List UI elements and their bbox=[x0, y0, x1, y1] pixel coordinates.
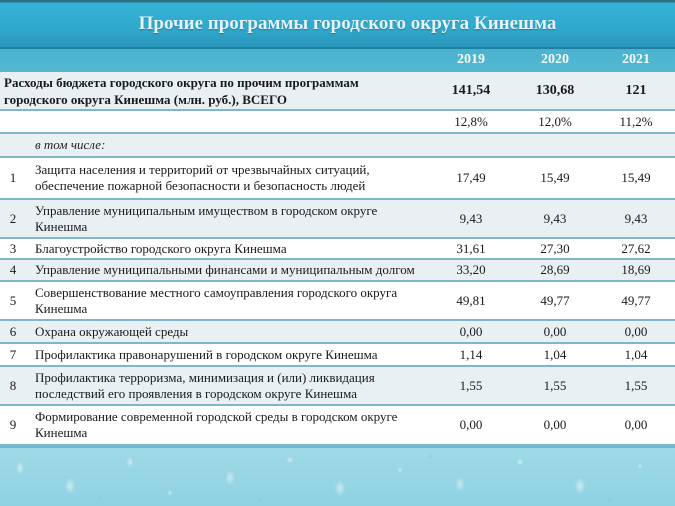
value-2020: 0,00 bbox=[543, 417, 567, 432]
total-label: Расходы бюджета городского округа по прочим программам городского округа Кинешма (млн. руб.), ВСЕГО bbox=[4, 74, 359, 107]
table-row bbox=[0, 200, 675, 239]
value-2021: 0,00 bbox=[624, 323, 648, 339]
value-2021: 18,69 bbox=[621, 262, 651, 277]
row-number: 3 bbox=[9, 240, 17, 256]
value-2020: 49,77 bbox=[540, 292, 570, 308]
value-2020: 0,00 bbox=[543, 323, 567, 339]
row-label: Профилактика терроризма, минимизация и (или) ликвидация последствий его проявления в городском округе Кинешма bbox=[35, 369, 375, 401]
row-label: Профилактика правонарушений в городском округе Кинешма bbox=[35, 346, 378, 362]
value-2020: 27,30 bbox=[540, 240, 570, 256]
table-row bbox=[0, 406, 675, 446]
row-number: 8 bbox=[9, 377, 17, 393]
row-number: 4 bbox=[9, 262, 17, 277]
row-number: 6 bbox=[9, 323, 17, 339]
including-row bbox=[0, 134, 675, 158]
value-2019: 17,49 bbox=[456, 170, 486, 185]
value-2019: 31,61 bbox=[456, 240, 486, 256]
value-2019: 33,20 bbox=[456, 262, 486, 277]
row-label: Управление муниципальными финансами и муниципальным долгом bbox=[35, 262, 415, 277]
value-2019: 9,43 bbox=[459, 210, 483, 226]
value-2019: 49,81 bbox=[456, 292, 486, 308]
value-2020: 28,69 bbox=[540, 262, 570, 277]
value-2019: 0,00 bbox=[459, 323, 483, 339]
including-label: в том числе: bbox=[35, 137, 106, 152]
column-header-2021: 2021 bbox=[622, 52, 650, 67]
value-2020: 15,49 bbox=[540, 170, 570, 185]
total-row bbox=[0, 72, 675, 111]
table-row bbox=[0, 239, 675, 260]
value-2021: 9,43 bbox=[624, 210, 648, 226]
water-drops-background bbox=[0, 446, 675, 506]
total-2019: 141,54 bbox=[451, 82, 491, 98]
page-title: Прочие программы городского округа Кинешма bbox=[138, 12, 557, 34]
value-2019: 1,14 bbox=[459, 346, 483, 362]
value-2021: 49,77 bbox=[621, 292, 651, 308]
row-label: Совершенствование местного самоуправления городского округа Кинешма bbox=[35, 284, 398, 316]
value-2021: 15,49 bbox=[621, 170, 651, 185]
row-number: 1 bbox=[9, 170, 17, 185]
column-header-2020: 2020 bbox=[541, 52, 569, 67]
value-2019: 1,55 bbox=[459, 377, 483, 393]
row-label: Защита населения и территорий от чрезвычайных ситуаций, обеспечение пожарной безопасности и безопасность людей bbox=[35, 162, 370, 193]
value-2019: 0,00 bbox=[459, 417, 483, 432]
value-2021: 1,04 bbox=[624, 346, 648, 362]
value-2020: 1,55 bbox=[543, 377, 567, 393]
row-label: Управление муниципальным имуществом в городском округе Кинешма bbox=[35, 202, 378, 234]
share-row bbox=[0, 111, 675, 134]
title-band bbox=[0, 0, 675, 49]
row-number: 9 bbox=[9, 417, 17, 432]
value-2021: 1,55 bbox=[624, 377, 648, 393]
share-2021: 11,2% bbox=[619, 113, 653, 129]
total-2021: 121 bbox=[625, 82, 647, 98]
value-2020: 9,43 bbox=[543, 210, 567, 226]
table-row bbox=[0, 367, 675, 406]
row-number: 5 bbox=[9, 292, 17, 308]
table-row bbox=[0, 321, 675, 344]
row-number: 2 bbox=[9, 210, 17, 226]
value-2021: 0,00 bbox=[624, 417, 648, 432]
value-2021: 27,62 bbox=[621, 240, 651, 256]
total-2020: 130,68 bbox=[535, 82, 575, 98]
table-row bbox=[0, 344, 675, 367]
share-2019: 12,8% bbox=[454, 113, 488, 129]
table-row bbox=[0, 282, 675, 321]
share-2020: 12,0% bbox=[538, 113, 572, 129]
column-header-2019: 2019 bbox=[457, 52, 485, 67]
row-label: Благоустройство городского округа Кинешма bbox=[35, 240, 287, 256]
table-header bbox=[0, 49, 675, 72]
table-row bbox=[0, 260, 675, 282]
table-row bbox=[0, 158, 675, 200]
row-label: Охрана окружающей среды bbox=[35, 323, 189, 339]
row-label: Формирование современной городской среды в городском округе Кинешма bbox=[35, 409, 398, 440]
value-2020: 1,04 bbox=[543, 346, 567, 362]
row-number: 7 bbox=[9, 346, 17, 362]
